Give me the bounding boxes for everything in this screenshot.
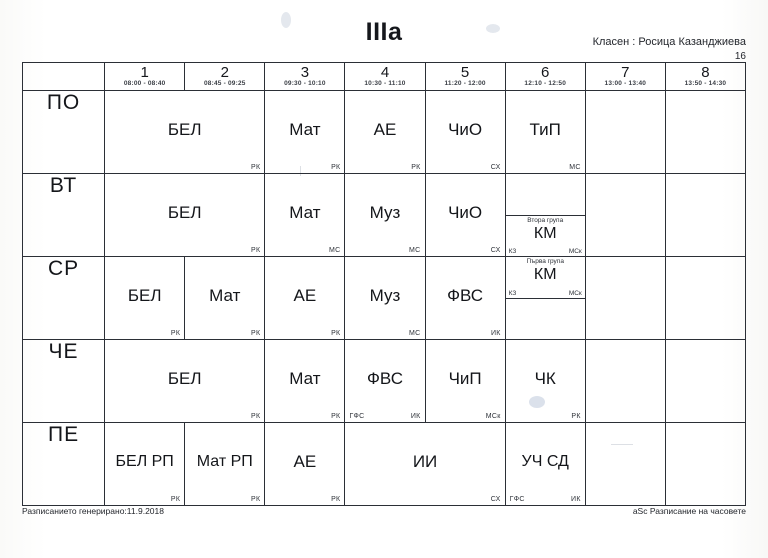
period-time: 12:10 - 12:50 (524, 80, 567, 87)
period-header-3 (265, 63, 345, 91)
lesson-teacher-code: ИК (490, 330, 501, 337)
lesson-teacher-code: СХ (490, 496, 501, 503)
lesson-teacher-code: РК (331, 330, 341, 337)
lesson-cell (345, 423, 505, 506)
lesson-teacher-code: ИК (571, 496, 581, 503)
lesson-subject: ТиП (529, 120, 561, 139)
lesson-cell-empty (585, 340, 665, 423)
period-number: 8 (701, 64, 710, 81)
lesson-teacher-code: РК (331, 413, 341, 420)
period-time: 11:20 - 12:00 (444, 80, 486, 87)
lesson-cell-empty (665, 174, 745, 257)
period-number: 5 (460, 64, 470, 81)
lesson-cell-empty (665, 257, 745, 340)
day-label-tuesday: ВТ (23, 174, 105, 257)
generated-note: Разписанието генерирано:11.9.2018 (22, 506, 164, 516)
lesson-cell-empty (665, 340, 745, 423)
lesson-cell (345, 174, 425, 257)
lesson-cell (265, 340, 345, 423)
group-name: Втора група (527, 216, 564, 224)
day-label-monday: ПО (23, 91, 105, 174)
period-number: 1 (140, 64, 149, 81)
lesson-cell (265, 91, 345, 174)
lesson-cell-empty (585, 91, 665, 174)
period-header-8 (665, 63, 745, 91)
lesson-teacher-code: МС (409, 330, 421, 337)
lesson-cell (425, 174, 505, 257)
lesson-cell-empty (585, 257, 665, 340)
lesson-cell (105, 340, 265, 423)
lesson-teacher-code: РК (571, 413, 581, 420)
lesson-cell-empty (665, 423, 745, 506)
period-header-2 (185, 63, 265, 91)
lesson-subject: АЕ (293, 286, 317, 305)
lesson-subject: БЕЛ (167, 369, 202, 388)
lesson-subject: ЧиО (448, 203, 483, 222)
period-header-4 (345, 63, 425, 91)
table-row (23, 423, 746, 506)
lesson-room-code: ГФС (349, 413, 365, 420)
lesson-cell-group (505, 257, 585, 340)
lesson-cell (425, 91, 505, 174)
group-split (506, 257, 585, 339)
period-number: 6 (541, 64, 550, 81)
lesson-teacher-code: МСк (485, 413, 501, 420)
group-half-empty (506, 299, 585, 340)
lesson-teacher-code: МСк (568, 289, 582, 297)
period-number: 3 (300, 64, 310, 81)
lesson-cell (185, 257, 265, 340)
lesson-subject: Мат РП (196, 453, 253, 471)
lesson-cell (185, 423, 265, 506)
lesson-teacher-code: РК (170, 496, 181, 503)
period-header-6 (505, 63, 585, 91)
table-row (23, 91, 746, 174)
lesson-teacher-code: ИК (410, 413, 421, 420)
lesson-teacher-code: РК (331, 496, 341, 503)
day-label-wednesday: СР (23, 257, 105, 340)
lesson-subject: ФВС (447, 286, 484, 305)
group-half (506, 257, 585, 299)
period-time: 13:50 - 14:30 (684, 80, 727, 87)
period-number: 2 (220, 64, 229, 81)
lesson-subject: АЕ (373, 120, 397, 139)
lesson-teacher-code: РК (411, 164, 421, 171)
table-row (23, 174, 746, 257)
lesson-teacher-code: МС (328, 247, 341, 254)
lesson-subject: Мат (289, 203, 321, 222)
period-header-7 (585, 63, 665, 91)
lesson-subject: ЧК (534, 369, 556, 388)
period-time: 09:30 - 10:10 (284, 80, 326, 87)
lesson-cell (425, 340, 505, 423)
lesson-subject: КМ (533, 266, 557, 283)
lesson-subject: УЧ СД (521, 453, 569, 471)
day-label-thursday: ЧЕ (23, 340, 105, 423)
lesson-cell (105, 257, 185, 340)
table-row (23, 340, 746, 423)
lesson-subject: БЕЛ (167, 120, 202, 139)
group-name: Първа група (526, 258, 564, 265)
lesson-subject: БЕЛ (127, 286, 162, 305)
lesson-cell (425, 257, 505, 340)
lesson-cell (105, 423, 185, 506)
lesson-teacher-code: РК (250, 164, 261, 171)
lesson-subject: КМ (533, 224, 557, 242)
lesson-subject: АЕ (293, 452, 317, 471)
period-header-5 (425, 63, 505, 91)
period-number: 4 (380, 64, 390, 81)
lesson-subject: Муз (369, 203, 401, 222)
lesson-cell-empty (585, 174, 665, 257)
period-header-1 (105, 63, 185, 91)
lesson-room-code: КЗ (508, 248, 517, 255)
lesson-teacher-code: РК (250, 247, 261, 254)
lesson-subject: Муз (369, 286, 401, 305)
lesson-subject: БЕЛ (167, 203, 202, 222)
group-half-empty (506, 174, 585, 216)
timetable-header-row (23, 63, 746, 91)
period-time: 13:00 - 13:40 (604, 80, 647, 87)
corner-cell (23, 63, 105, 91)
lesson-room-code: ГФС (509, 496, 525, 503)
software-note: aSc Разписание на часовете (632, 506, 746, 516)
lesson-room-code: КЗ (508, 289, 517, 297)
lesson-cell (505, 91, 585, 174)
lesson-teacher-code: МС (409, 247, 421, 254)
lesson-teacher-code: МСк (568, 248, 582, 255)
day-label-friday: ПЕ (23, 423, 105, 506)
lesson-subject: ЧиО (448, 120, 483, 139)
lesson-cell (265, 174, 345, 257)
lesson-cell (505, 340, 585, 423)
lesson-subject: БЕЛ РП (115, 453, 174, 471)
period-time: 08:45 - 09:25 (203, 80, 246, 87)
lesson-subject: Мат (209, 286, 241, 305)
class-teacher-label: Класен : Росица Казанджиева (592, 36, 746, 48)
lesson-cell (265, 423, 345, 506)
lesson-teacher-code: СХ (490, 247, 501, 254)
lesson-subject: ЧиП (448, 369, 482, 388)
lesson-cell (345, 257, 425, 340)
period-time: 08:00 - 08:40 (123, 80, 166, 87)
lesson-cell (345, 91, 425, 174)
lesson-cell (345, 340, 425, 423)
lesson-teacher-code: МС (569, 164, 581, 171)
lesson-cell (505, 423, 585, 506)
lesson-cell (105, 91, 265, 174)
period-number: 7 (621, 64, 630, 81)
lesson-cell-group (505, 174, 585, 257)
lesson-teacher-code: РК (331, 164, 341, 171)
group-split (506, 174, 585, 256)
lesson-cell-empty (665, 91, 745, 174)
lesson-subject: Мат (289, 120, 321, 139)
lesson-subject: Мат (289, 369, 321, 388)
lesson-subject: ФВС (367, 369, 403, 388)
lesson-cell-empty (585, 423, 665, 506)
lesson-subject: ИИ (412, 452, 438, 471)
lesson-teacher-code: РК (250, 330, 261, 337)
lesson-teacher-code: РК (250, 413, 261, 420)
lesson-teacher-code: СХ (490, 164, 501, 171)
lesson-teacher-code: РК (250, 496, 261, 503)
table-row (23, 257, 746, 340)
period-time: 10:30 - 11:10 (364, 80, 406, 87)
page-title: IIIa (365, 18, 403, 46)
lesson-teacher-code: РК (170, 330, 181, 337)
page-number: 16 (734, 51, 746, 62)
timetable (22, 62, 746, 506)
lesson-cell (105, 174, 265, 257)
lesson-cell (265, 257, 345, 340)
group-half (506, 216, 585, 257)
